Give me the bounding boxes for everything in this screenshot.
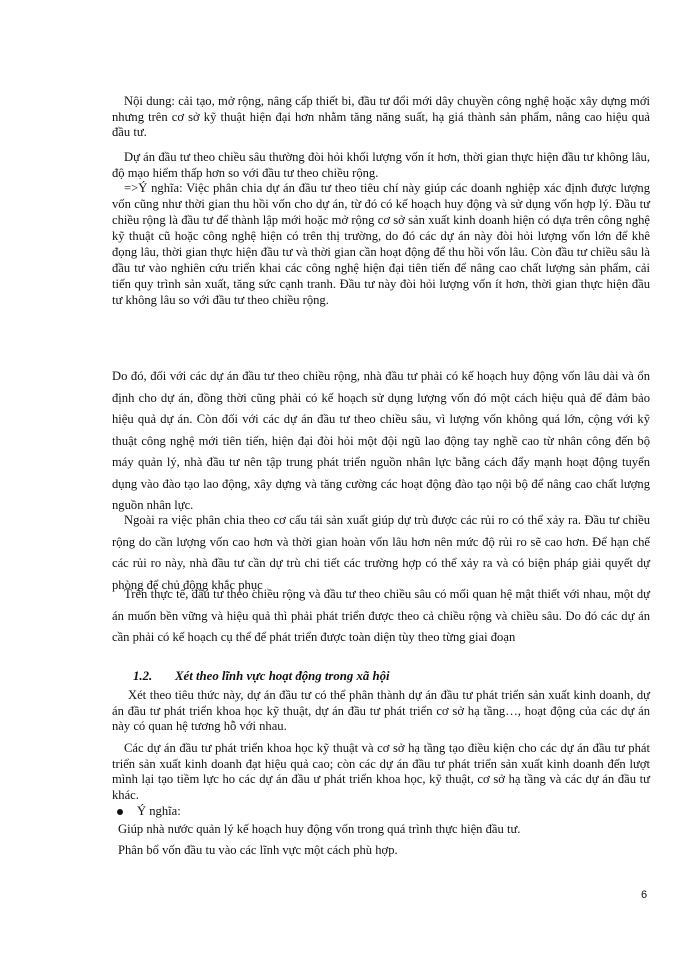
- paragraph-in-practice: Trên thực tế, đầu tư theo chiều rộng và đầu tư theo chiều sâu có mối quan hệ mật thiết với nhau, một dự án muốn bền vững và hiệu quả thì phải phát triển được theo cả chiều rộng và chiều sâu. Do đó các dự án cần phải có kế hoạch cụ thể để phát triển được toàn diện tùy theo từng giai đoạn: [112, 587, 650, 644]
- paragraph-risk: Ngoài ra việc phân chia theo cơ cấu tái sản xuất giúp dự trù được các rủi ro có thể xảy ra. Đầu tư chiều rộng do cần lượng vốn cao hơn và thời gian hoàn vốn lâu hơn nên mức độ rủi ro sẽ cao hơn. Để hạn chế các rủi ro này, nhà đầu tư cần dự trù chi tiết các trường hợp có thể xảy ra và có biện pháp giải quyết dự phòng để chủ động khắc phục: [112, 513, 650, 592]
- bullet-icon: [117, 809, 123, 815]
- paragraph-state-management: Giúp nhà nước quản lý kế hoạch huy động vốn trong quá trình thực hiện đầu tư.: [118, 822, 521, 836]
- paragraph-significance: =>Ý nghĩa: Việc phân chia dự án đầu tư theo tiêu chí này giúp các doanh nghiệp xác định được lượng vốn cũng như thời gian thu hồi vốn cho dự án, từ đó có kế hoạch huy động và sử dụng vốn hợp lý. Đầu tư chiều rộng là đầu tư để thành lập mới hoặc mở rộng cơ sở sản xuất kinh doanh hiện có dựa trên công nghệ kỹ thuật cũ hoặc công nghệ hiện có trên thị trường, do đó các dự án này đòi hỏi lượng vốn lớn để khê đọng lâu, thời gian thực hiện đầu tư và thời gian cần hoạt động để thu hồi vốn lâu. Còn đầu tư chiều sâu là đầu tư vào nghiên cứu triển khai các công nghệ hiện đại tiên tiến để nâng cao chất lượng sản phẩm, cải tiến quy trình sản xuất, tăng sức cạnh tranh. Đầu tư này đòi hỏi lượng vốn ít hơn, thời gian thực hiện đầu tư không lâu so với đầu tư theo chiều rộng.: [112, 181, 650, 307]
- section-number: 1.2.: [133, 669, 153, 683]
- paragraph-significance-continued: Do đó, đối với các dự án đầu tư theo chiều rộng, nhà đầu tư phải có kế hoạch huy động vốn lâu dài và ổn định cho dự án, đồng thời cũng phải có kế hoạch sử dụng lượng vốn đó một cách hiệu quả để đảm bảo hiệu quả dự án. Còn đối với các dự án đầu tư theo chiều sâu, vì lượng vốn không quá lớn, cộng với kỹ thuật công nghệ mới tiên tiến, hiện đại đòi hỏi một đội ngũ lao động tay nghề cao từ nhân công đến bộ máy quản lý, nhà đầu tư nên tập trung phát triển nguồn nhân lực bằng cách đẩy mạnh hoạt động tuyển dụng vào đào tạo lao động, xây dựng và tăng cường các hoạt động đào tạo nội bộ để nâng cao chất lượng nguồn nhân lực.: [112, 369, 650, 512]
- bullet-label: Ý nghĩa:: [137, 804, 181, 818]
- paragraph-depth-investment: Dự án đầu tư theo chiều sâu thường đòi hỏi khối lượng vốn ít hơn, thời gian thực hiện đầu tư không lâu, độ mạo hiểm thấp hơn so với đầu tư theo chiều rộng.: [112, 150, 650, 180]
- section-title: Xét theo lĩnh vực hoạt động trong xã hội: [175, 669, 390, 683]
- bullet-item: [117, 804, 181, 819]
- paragraph-content-description: Nội dung: cải tạo, mở rộng, nâng cấp thiết bi, đầu tư đổi mới dây chuyền công nghệ hoặc xây dựng mới nhưng trên cơ sở kỹ thuật hiện đại hơn nhằm tăng năng suất, hạ giá thành sản phẩm, nâng cao hiệu quả đầu tư.: [112, 94, 650, 139]
- paragraph-classification: Xét theo tiêu thức này, dự án đầu tư có thể phân thành dự án đầu tư phát triển sản xuất kinh doanh, dự án đầu tư phát triển khoa học kỹ thuật, dự án đầu tư phát triển cơ sở hạ tầng…, hoạt động của các dự án này có quan hệ tương hỗ với nhau.: [112, 688, 650, 733]
- page-number: 6: [641, 889, 648, 901]
- section-heading: [133, 669, 390, 684]
- paragraph-interrelation: Các dự án đầu tư phát triển khoa học kỹ thuật và cơ sở hạ tầng tạo điều kiện cho các dự án đầu tư phát triển sản xuất kinh doanh đạt hiệu quả cao; còn các dự án đầu tư phát triển sản xuất kinh doanh đến lượt mình lại tạo tiềm lực ho các dự án đầu ư phát triển khoa học, kỹ thuật, cơ sở hạ tầng và các dự án đầu tư khác.: [112, 741, 650, 802]
- paragraph-capital-allocation: Phân bổ vốn đầu tu vào các lĩnh vực một cách phù hợp.: [118, 843, 398, 857]
